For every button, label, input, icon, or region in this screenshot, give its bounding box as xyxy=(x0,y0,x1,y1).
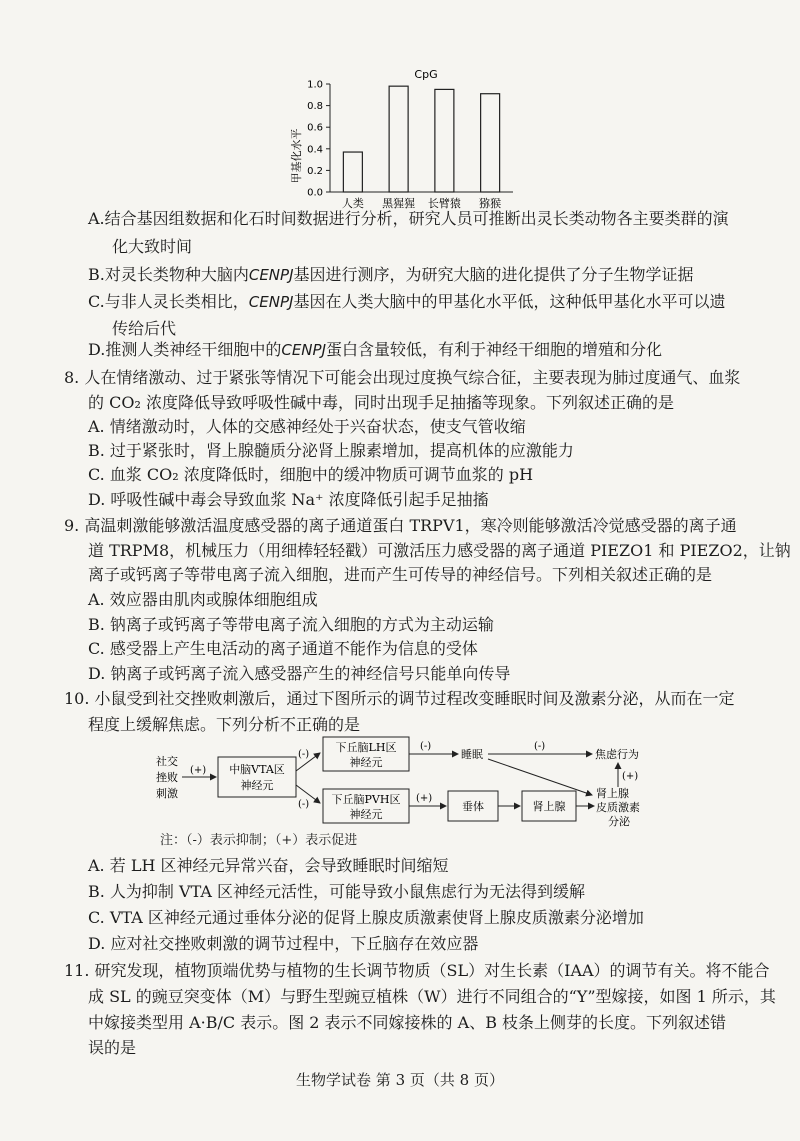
q7-option-d-pre: 推测人类神经干细胞中的 xyxy=(105,340,282,359)
pvh-label-1: 下丘脑PVH区 xyxy=(331,793,401,806)
y-tick-label: 1.0 xyxy=(307,79,323,91)
chart-y-axis-label: 甲基化水平 xyxy=(290,128,303,184)
minus-sleep-anxiety: (-) xyxy=(534,741,546,752)
bar-2 xyxy=(435,89,454,192)
q7-option-b-pre: 对灵长类物种大脑内 xyxy=(104,265,249,284)
q11-stem-3: 中嫁接类型用 A·B/C 表示。图 2 表示不同嫁接株的 A、B 枝条上侧芽的长度。下列叙述错 xyxy=(88,1013,727,1032)
q8-option-c: C. 血浆 CO₂ 浓度降低时，细胞中的缓冲物质可调节血浆的 pH xyxy=(88,465,534,484)
bar-1 xyxy=(389,86,408,192)
q11-stem-4: 误的是 xyxy=(88,1038,137,1057)
minus-lh-sleep: (-) xyxy=(420,741,432,752)
plus-stimulus: (+) xyxy=(190,765,207,776)
stimulus-line-2: 挫败 xyxy=(156,771,178,784)
y-tick-label: 0.2 xyxy=(307,165,323,177)
y-tick-label: 0.8 xyxy=(307,101,323,113)
q8-option-d: D. 呼吸性碱中毒会导致血浆 Na⁺ 浓度降低引起手足抽搐 xyxy=(88,490,489,509)
q8-option-b: B. 过于紧张时，肾上腺髓质分泌肾上腺素增加，提高机体的应激能力 xyxy=(88,441,574,460)
q9-stem-2: 道 TRPM8，机械压力（用细棒轻轻戳）可激活压力感受器的离子通道 PIEZO1 和 PIEZO2，让钠 xyxy=(88,541,791,560)
q11-stem-1: 11. 研究发现，植物顶端优势与植物的生长调节物质（SL）对生长素（IAA）的调节有关。将不能合 xyxy=(64,961,770,980)
x-category-label: 黑猩猩 xyxy=(382,197,416,210)
minus-vta-lh: (-) xyxy=(298,749,310,760)
q7-option-c-label: C. xyxy=(88,292,105,311)
methylation-bar-chart xyxy=(288,66,528,214)
q10-option-b: B. 人为抑制 VTA 区神经元活性，可能导致小鼠焦虑行为无法得到缓解 xyxy=(88,882,586,901)
q9-stem-1: 9. 高温刺激能够激活温度感受器的离子通道蛋白 TRPV1，寒冷则能够激活冷觉感受器的离子通 xyxy=(64,516,737,535)
vta-label-1: 中脑VTA区 xyxy=(229,763,285,776)
q7-option-b-post: 基因进行测序，为研究大脑的进化提供了分子生物学证据 xyxy=(293,265,694,284)
q7-option-d xyxy=(88,339,662,361)
sleep-label: 睡眠 xyxy=(461,748,483,761)
q9-option-c: C. 感受器上产生电活动的离子通道不能作为信息的受体 xyxy=(88,639,478,658)
lh-label-1: 下丘脑LH区 xyxy=(335,741,397,754)
q7-option-b xyxy=(88,264,694,286)
plus-hormone-anxiety: (+) xyxy=(622,771,639,782)
y-tick-label: 0.6 xyxy=(307,122,323,134)
q7-option-a-label: A. xyxy=(88,209,105,228)
stimulus-line-3: 刺激 xyxy=(156,787,178,800)
bar-0 xyxy=(343,152,362,192)
adrenal-label: 肾上腺 xyxy=(532,800,566,813)
q7-option-b-label: B. xyxy=(88,265,105,284)
q7-option-d-post: 蛋白含量较低，有利于神经干细胞的增殖和分化 xyxy=(326,340,663,359)
q10-option-a: A. 若 LH 区神经元异常兴奋，会导致睡眠时间缩短 xyxy=(88,856,449,875)
minus-vta-pvh: (-) xyxy=(298,799,310,810)
q7-option-c xyxy=(88,291,725,313)
q9-option-b: B. 钠离子或钙离子等带电离子流入细胞的方式为主动运输 xyxy=(88,615,494,634)
x-category-label: 人类 xyxy=(341,197,364,210)
hormone-label-1: 肾上腺 xyxy=(596,787,629,800)
q7-option-a xyxy=(88,208,729,230)
q10-option-d: D. 应对社交挫败刺激的调节过程中，下丘脑存在效应器 xyxy=(88,934,479,953)
q9-option-a: A. 效应器由肌肉或腺体细胞组成 xyxy=(88,590,318,609)
q9-stem-3: 离子或钙离子等带电离子流入细胞，进而产生可传导的神经信号。下列相关叙述正确的是 xyxy=(88,565,713,584)
q7-option-d-label: D. xyxy=(88,340,106,359)
hormone-label-2: 皮质激素 xyxy=(596,801,640,814)
regulation-flow-diagram xyxy=(148,735,708,827)
q7-option-d-gene: CENPJ xyxy=(281,341,327,359)
q8-option-a: A. 情绪激动时，人体的交感神经处于兴奋状态，使支气管收缩 xyxy=(88,417,526,436)
q8-stem-1: 8. 人在情绪激动、过于紧张等情况下可能会出现过度换气综合征，主要表现为肺过度通气、血浆 xyxy=(64,368,741,387)
q7-option-c-cont: 传给后代 xyxy=(112,319,177,338)
x-category-label: 长臂猿 xyxy=(427,197,461,210)
pvh-label-2: 神经元 xyxy=(349,808,383,821)
pituitary-label: 垂体 xyxy=(462,800,484,813)
hormone-label-3: 分泌 xyxy=(608,815,630,827)
stimulus-line-1: 社交 xyxy=(156,755,178,768)
q11-stem-2: 成 SL 的豌豆突变体（M）与野生型豌豆植株（W）进行不同组合的“Y”型嫁接，如图 1 所示，其 xyxy=(88,987,776,1006)
q10-stem-1: 10. 小鼠受到社交挫败刺激后，通过下图所示的调节过程改变睡眠时间及激素分泌，从而在一定 xyxy=(64,689,735,708)
q9-option-d: D. 钠离子或钙离子流入感受器产生的神经信号只能单向传导 xyxy=(88,664,511,683)
bar-3 xyxy=(481,94,500,192)
q7-option-c-post: 基因在人类大脑中的甲基化水平低，这种低甲基化水平可以遗 xyxy=(293,292,726,311)
q7-option-b-gene: CENPJ xyxy=(248,266,294,284)
page-footer: 生物学试卷 第 3 页（共 8 页） xyxy=(296,1071,504,1089)
q10-diagram-note: 注：（-）表示抑制；（+）表示促进 xyxy=(160,833,358,848)
y-tick-label: 0.4 xyxy=(307,144,323,156)
lh-label-2: 神经元 xyxy=(349,756,383,769)
q8-stem-2: 的 CO₂ 浓度降低导致呼吸性碱中毒，同时出现手足抽搐等现象。下列叙述正确的是 xyxy=(88,393,674,412)
q10-option-c: C. VTA 区神经元通过垂体分泌的促肾上腺皮质激素使肾上腺皮质激素分泌增加 xyxy=(88,908,644,927)
q7-option-a-cont: 化大致时间 xyxy=(112,237,193,256)
chart-title: CpG xyxy=(414,68,438,81)
q7-option-a-text-1: 结合基因组数据和化石时间数据进行分析，研究人员可推断出灵长类动物各主要类群的演 xyxy=(104,209,729,228)
q7-option-c-pre: 与非人灵长类相比， xyxy=(104,292,249,311)
anxiety-label: 焦虑行为 xyxy=(595,748,639,761)
vta-label-2: 神经元 xyxy=(240,779,274,792)
q10-stem-2: 程度上缓解焦虑。下列分析不正确的是 xyxy=(88,715,361,734)
q7-option-c-gene: CENPJ xyxy=(248,293,294,311)
x-category-label: 猕猴 xyxy=(479,197,502,210)
plus-pvh-pituitary: (+) xyxy=(416,793,433,804)
y-tick-label: 0.0 xyxy=(307,187,323,199)
